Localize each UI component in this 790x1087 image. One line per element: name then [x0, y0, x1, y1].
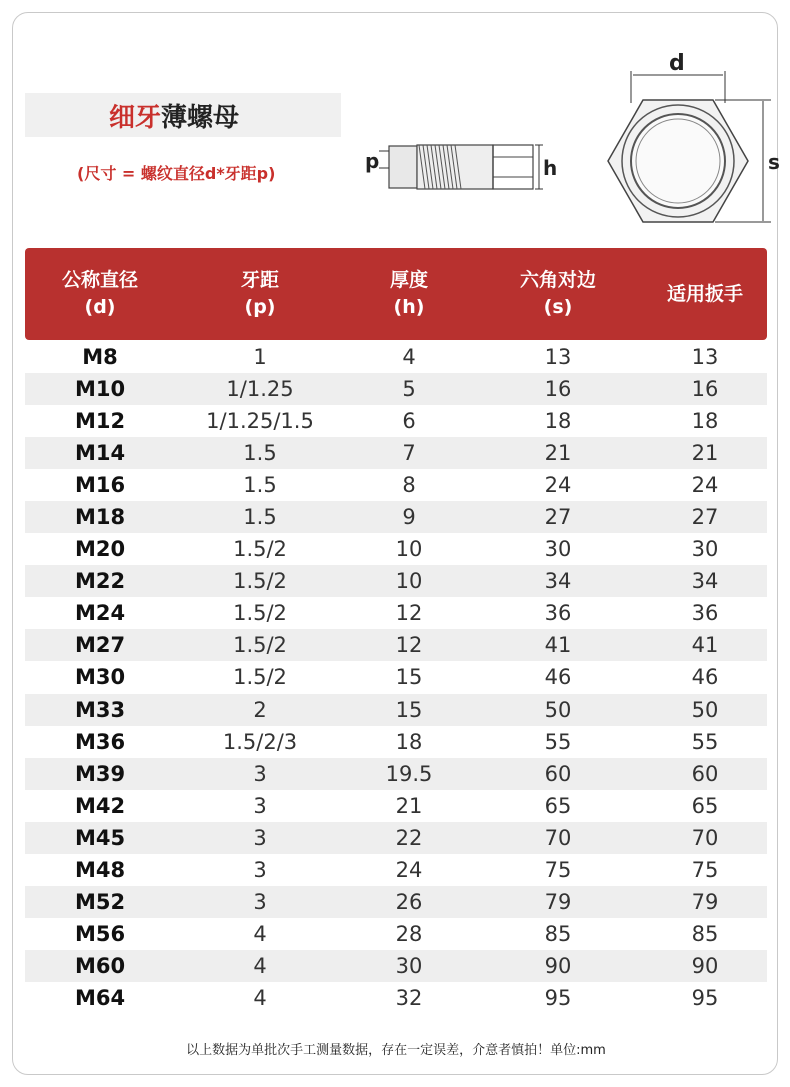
cell-hex-width: 75: [544, 857, 572, 882]
table-row: [25, 597, 767, 629]
cell-pitch: 1.5/2: [233, 569, 287, 594]
table-row: [25, 694, 767, 726]
cell-pitch: 1.5/2: [233, 633, 287, 658]
cell-thickness: 15: [395, 697, 423, 722]
cell-pitch: 1.5/2: [233, 665, 287, 690]
cell-thickness: 8: [402, 473, 416, 498]
cell-thickness: 9: [402, 505, 416, 530]
cell-wrench: 65: [691, 793, 719, 818]
cell-diameter: M24: [74, 601, 126, 626]
cell-hex-width: 27: [544, 505, 572, 530]
cell-wrench: 21: [691, 441, 719, 466]
cell-diameter: M33: [74, 697, 126, 722]
cell-wrench: 70: [691, 825, 719, 850]
cell-thickness: 28: [395, 921, 423, 946]
table-row: [25, 822, 767, 854]
cell-pitch: 1.5: [243, 441, 277, 466]
table-row: [25, 501, 767, 533]
cell-diameter: M22: [74, 569, 126, 594]
nut-diagram: [343, 33, 783, 233]
cell-pitch: 1.5/2/3: [222, 729, 298, 754]
title-highlight: 细牙: [109, 102, 162, 133]
table-row: [25, 758, 767, 790]
cell-wrench: 18: [691, 409, 719, 434]
cell-diameter: M16: [74, 473, 126, 498]
cell-thickness: 22: [395, 825, 423, 850]
cell-pitch: 1.5/2: [233, 601, 287, 626]
cell-diameter: M52: [74, 889, 126, 914]
cell-pitch: 2: [253, 697, 267, 722]
cell-diameter: M14: [74, 441, 126, 466]
cell-hex-width: 90: [544, 953, 572, 978]
cell-thickness: 18: [395, 729, 423, 754]
cell-diameter: M20: [74, 537, 126, 562]
table-row: [25, 341, 767, 373]
cell-wrench: 55: [691, 729, 719, 754]
cell-thickness: 12: [395, 601, 423, 626]
cell-pitch: 1: [253, 345, 267, 370]
cell-thickness: 24: [395, 857, 423, 882]
cell-wrench: 27: [691, 505, 719, 530]
cell-pitch: 3: [253, 857, 267, 882]
cell-thickness: 6: [402, 409, 416, 434]
cell-pitch: 4: [253, 953, 267, 978]
cell-hex-width: 24: [544, 473, 572, 498]
cell-pitch: 4: [253, 985, 267, 1010]
cell-hex-width: 41: [544, 633, 572, 658]
table-row: [25, 533, 767, 565]
header-thickness: 厚度 (h): [389, 269, 428, 318]
cell-hex-width: 79: [544, 889, 572, 914]
cell-pitch: 3: [253, 825, 267, 850]
table-row: [25, 886, 767, 918]
cell-wrench: 95: [691, 985, 719, 1010]
cell-hex-width: 55: [544, 729, 572, 754]
spec-card: [12, 12, 778, 1075]
cell-hex-width: 16: [544, 377, 572, 402]
table-row: [25, 918, 767, 950]
table-header: [25, 248, 767, 340]
cell-thickness: 21: [395, 793, 423, 818]
cell-thickness: 30: [395, 953, 423, 978]
cell-hex-width: 18: [544, 409, 572, 434]
cell-diameter: M48: [74, 857, 126, 882]
table-row: [25, 790, 767, 822]
table-row: [25, 982, 767, 1014]
cell-pitch: 1.5/2: [233, 537, 287, 562]
cell-diameter: M42: [74, 793, 126, 818]
cell-thickness: 15: [395, 665, 423, 690]
cell-pitch: 1.5: [243, 505, 277, 530]
cell-hex-width: 50: [544, 697, 572, 722]
cell-wrench: 24: [691, 473, 719, 498]
cell-pitch: 1/1.25: [226, 377, 294, 402]
cell-diameter: M56: [74, 921, 126, 946]
cell-hex-width: 34: [544, 569, 572, 594]
cell-wrench: 79: [691, 889, 719, 914]
cell-wrench: 13: [691, 345, 719, 370]
cell-diameter: M8: [82, 345, 118, 370]
cell-wrench: 34: [691, 569, 719, 594]
header-pitch: 牙距 (p): [240, 269, 279, 318]
cell-diameter: M27: [74, 633, 126, 658]
cell-wrench: 90: [691, 953, 719, 978]
table-row: [25, 854, 767, 886]
nut-diagram-svg: [343, 33, 783, 233]
cell-pitch: 3: [253, 889, 267, 914]
cell-diameter: M10: [74, 377, 126, 402]
table-row: [25, 469, 767, 501]
cell-pitch: 1/1.25/1.5: [206, 409, 314, 434]
cell-thickness: 32: [395, 985, 423, 1010]
cell-pitch: 1.5: [243, 473, 277, 498]
cell-hex-width: 85: [544, 921, 572, 946]
cell-hex-width: 60: [544, 761, 572, 786]
table-row: [25, 437, 767, 469]
table-row: [25, 661, 767, 693]
label-p: p: [365, 149, 380, 173]
table-row: [25, 373, 767, 405]
cell-thickness: 19.5: [385, 761, 433, 786]
cell-wrench: 60: [691, 761, 719, 786]
header-diameter: 公称直径 (d): [61, 269, 138, 318]
cell-diameter: M36: [74, 729, 126, 754]
cell-thickness: 5: [402, 377, 416, 402]
table-row: [25, 405, 767, 437]
label-s: s: [768, 150, 780, 174]
nut-front-view: [608, 71, 771, 222]
table-row: [25, 726, 767, 758]
cell-hex-width: 21: [544, 441, 572, 466]
cell-hex-width: 36: [544, 601, 572, 626]
cell-wrench: 50: [691, 697, 719, 722]
cell-thickness: 10: [395, 569, 423, 594]
cell-diameter: M45: [74, 825, 126, 850]
cell-wrench: 36: [691, 601, 719, 626]
label-h: h: [543, 156, 558, 180]
cell-wrench: 41: [691, 633, 719, 658]
cell-diameter: M12: [74, 409, 126, 434]
table-row: [25, 565, 767, 597]
page-title: [25, 93, 341, 137]
cell-diameter: M64: [74, 985, 126, 1010]
cell-wrench: 75: [691, 857, 719, 882]
cell-diameter: M18: [74, 505, 126, 530]
table-row: [25, 950, 767, 982]
cell-diameter: M30: [74, 665, 126, 690]
table-body: [25, 341, 767, 1014]
header-hex-width: 六角对边 (s): [519, 269, 596, 318]
cell-wrench: 85: [691, 921, 719, 946]
footer-note: 以上数据为单批次手工测量数据，存在一定误差，介意者慎拍！单位:mm: [186, 1043, 606, 1058]
cell-thickness: 7: [402, 441, 416, 466]
header-wrench: 适用扳手: [666, 282, 743, 305]
cell-thickness: 12: [395, 633, 423, 658]
cell-pitch: 3: [253, 793, 267, 818]
cell-pitch: 4: [253, 921, 267, 946]
cell-hex-width: 46: [544, 665, 572, 690]
cell-hex-width: 30: [544, 537, 572, 562]
cell-wrench: 46: [691, 665, 719, 690]
cell-diameter: M39: [74, 761, 126, 786]
label-d: d: [669, 51, 685, 76]
title-main: 薄螺母: [161, 102, 240, 133]
cell-hex-width: 13: [544, 345, 572, 370]
cell-pitch: 3: [253, 761, 267, 786]
cell-hex-width: 95: [544, 985, 572, 1010]
cell-diameter: M60: [74, 953, 126, 978]
cell-thickness: 4: [402, 345, 416, 370]
size-note: (尺寸 = 螺纹直径d*牙距p): [77, 164, 276, 183]
cell-wrench: 16: [691, 377, 719, 402]
cell-hex-width: 65: [544, 793, 572, 818]
nut-side-view: [379, 145, 543, 189]
table-row: [25, 629, 767, 661]
cell-thickness: 10: [395, 537, 423, 562]
cell-hex-width: 70: [544, 825, 572, 850]
cell-thickness: 26: [395, 889, 423, 914]
cell-wrench: 30: [691, 537, 719, 562]
